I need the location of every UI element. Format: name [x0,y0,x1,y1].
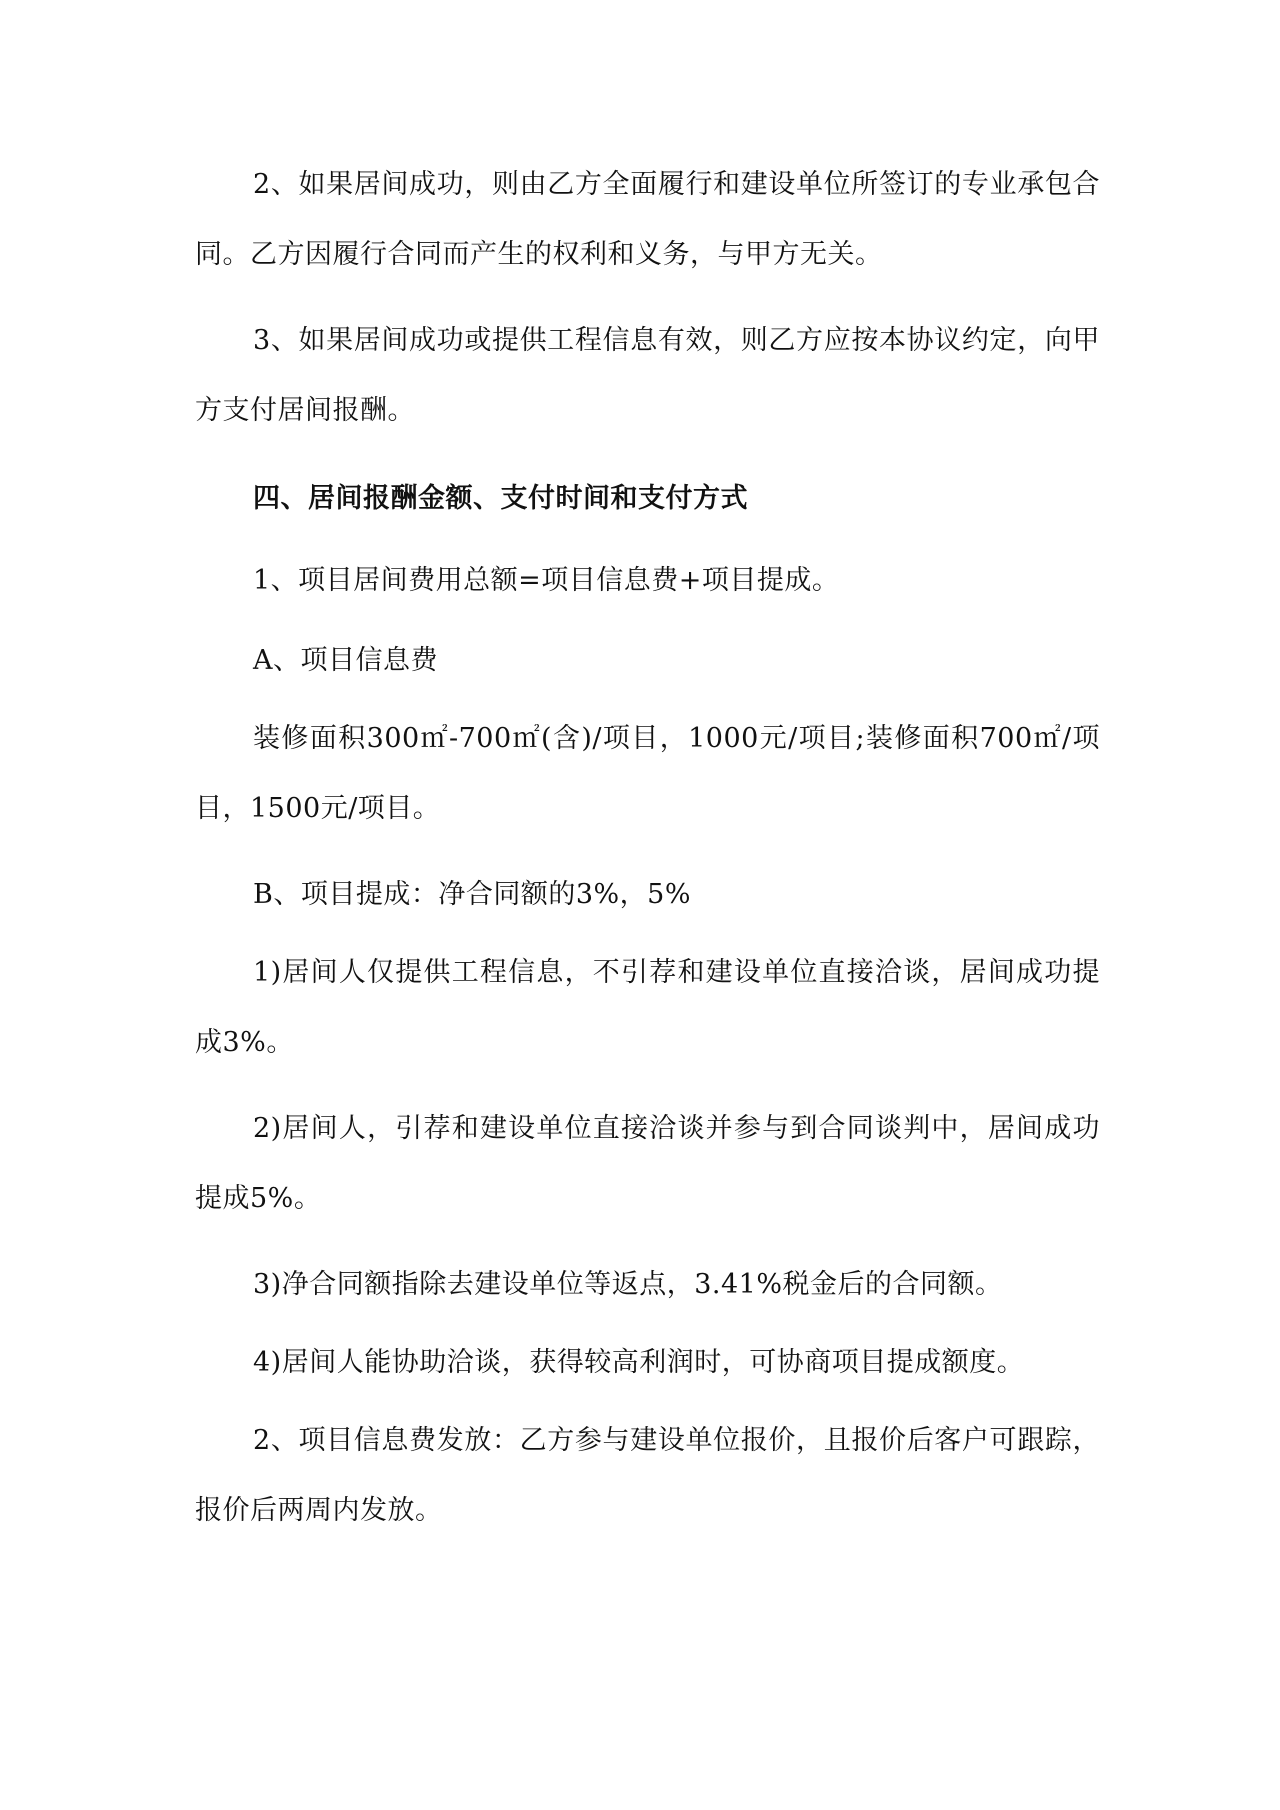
section-heading-4: 四、居间报酬金额、支付时间和支付方式 [253,483,748,514]
clause-4-1-total-fee: 1、项目居间费用总额=项目信息费+项目提成。 [253,565,840,596]
clause-4-b-commission: B、项目提成：净合同额的3%，5% [253,879,692,910]
clause-4-a-info-fee: A、项目信息费 [253,645,438,676]
clause-3-payment-obligation: 3、如果居间成功或提供工程信息有效，则乙方应按本协议约定，向甲方支付居间报酬。 [195,325,1100,426]
clause-4-b-item-2: 2)居间人，引荐和建设单位直接洽谈并参与到合同谈判中，居间成功提成5%。 [195,1113,1100,1214]
clause-4-b-item-1: 1)居间人仅提供工程信息，不引荐和建设单位直接洽谈，居间成功提成3%。 [195,957,1100,1058]
clause-2-contract-performance: 2、如果居间成功，则由乙方全面履行和建设单位所签订的专业承包合同。乙方因履行合同而产生的权利和义务，与甲方无关。 [195,169,1100,270]
clause-4-b-item-3: 3)净合同额指除去建设单位等返点，3.41%税金后的合同额。 [253,1269,1003,1300]
clause-4-a-detail: 装修面积300㎡-700㎡(含)/项目，1000元/项目;装修面积700㎡/项目，1500元/项目。 [195,723,1100,824]
clause-4-2-info-fee-payout: 2、项目信息费发放：乙方参与建设单位报价，且报价后客户可跟踪，报价后两周内发放。 [195,1425,1100,1526]
clause-4-b-item-4: 4)居间人能协助洽谈，获得较高利润时，可协商项目提成额度。 [253,1347,1025,1378]
